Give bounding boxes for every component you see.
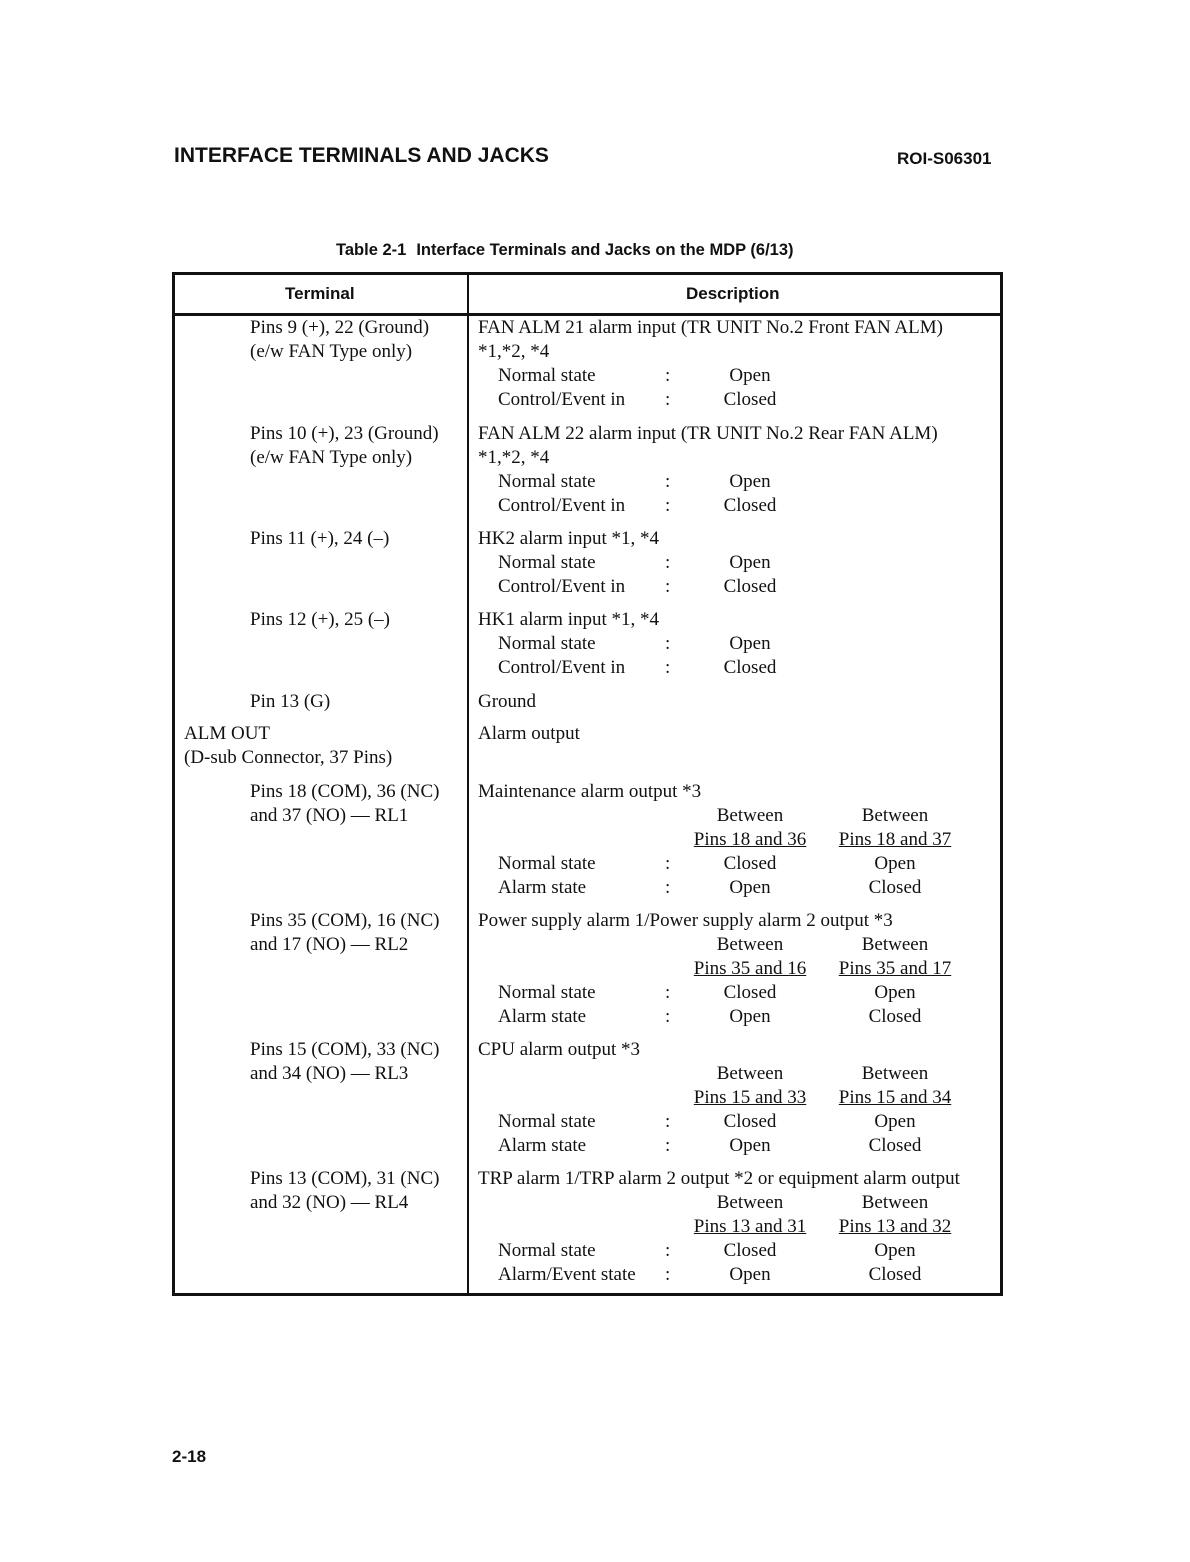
terminal-cell-text: Pins 35 (COM), 16 (NC) [250, 910, 440, 931]
between-label: Between [716, 1063, 784, 1084]
state-value: Closed [723, 657, 777, 678]
terminal-cell-text: Pin 13 (G) [250, 691, 331, 712]
state-label: Control/Event in [498, 389, 626, 410]
state-value: Closed [723, 1111, 777, 1132]
column-header-terminal: Terminal [285, 284, 355, 303]
state-value: Closed [723, 576, 777, 597]
between-label: Between [861, 1192, 929, 1213]
state-colon: : [665, 1264, 671, 1285]
description-text: FAN ALM 22 alarm input (TR UNIT No.2 Rear FAN ALM) [478, 423, 938, 444]
terminal-cell-text: Pins 10 (+), 23 (Ground) [250, 423, 439, 444]
state-label: Normal state [498, 633, 596, 654]
state-label: Normal state [498, 982, 596, 1003]
terminal-cell-text: Pins 13 (COM), 31 (NC) [250, 1168, 440, 1189]
terminal-cell-text: (D-sub Connector, 37 Pins) [184, 747, 393, 768]
pins-pair-label: Pins 18 and 36 [693, 829, 807, 850]
description-text: HK2 alarm input *1, *4 [478, 528, 660, 549]
state-value: Closed [723, 495, 777, 516]
state-value: Open [874, 982, 916, 1003]
state-colon: : [665, 853, 671, 874]
state-label: Normal state [498, 853, 596, 874]
pins-pair-label: Pins 13 and 31 [693, 1216, 807, 1237]
pins-pair-label: Pins 13 and 32 [838, 1216, 952, 1237]
state-value: Closed [868, 1264, 922, 1285]
state-value: Open [729, 365, 771, 386]
description-text: TRP alarm 1/TRP alarm 2 output *2 or equipment alarm output [478, 1168, 960, 1189]
description-text: Power supply alarm 1/Power supply alarm 2 output *3 [478, 910, 893, 931]
state-label: Alarm state [498, 877, 587, 898]
state-label: Normal state [498, 365, 596, 386]
between-label: Between [716, 934, 784, 955]
pins-pair-label: Pins 35 and 16 [693, 958, 807, 979]
document-number: ROI-S06301 [897, 149, 992, 168]
caption-number: Table 2-1 [336, 241, 407, 259]
state-colon: : [665, 365, 671, 386]
terminal-cell-text: Pins 9 (+), 22 (Ground) [250, 317, 430, 338]
state-label: Normal state [498, 1111, 596, 1132]
description-text: *1,*2, *4 [478, 447, 550, 468]
state-colon: : [665, 471, 671, 492]
state-value: Closed [868, 1135, 922, 1156]
state-colon: : [665, 576, 671, 597]
state-label: Alarm/Event state [498, 1264, 636, 1285]
terminal-cell-text: Pins 12 (+), 25 (–) [250, 609, 391, 630]
state-colon: : [665, 1135, 671, 1156]
column-header-description: Description [686, 284, 780, 303]
pins-pair-label: Pins 15 and 33 [693, 1087, 807, 1108]
state-value: Open [874, 853, 916, 874]
terminal-cell-text: and 32 (NO) — RL4 [250, 1192, 409, 1213]
terminal-cell-text: (e/w FAN Type only) [250, 447, 413, 468]
column-divider [467, 275, 469, 1293]
pins-pair-label: Pins 15 and 34 [838, 1087, 952, 1108]
section-title: INTERFACE TERMINALS AND JACKS [174, 144, 549, 167]
description-text: CPU alarm output *3 [478, 1039, 641, 1060]
state-value: Open [729, 633, 771, 654]
terminal-cell-text: (e/w FAN Type only) [250, 341, 413, 362]
state-label: Normal state [498, 552, 596, 573]
state-value: Closed [723, 853, 777, 874]
state-colon: : [665, 552, 671, 573]
terminal-cell-text: Pins 15 (COM), 33 (NC) [250, 1039, 440, 1060]
state-value: Open [729, 1264, 771, 1285]
state-colon: : [665, 389, 671, 410]
terminal-cell-text: and 34 (NO) — RL3 [250, 1063, 409, 1084]
state-label: Normal state [498, 1240, 596, 1261]
state-label: Alarm state [498, 1135, 587, 1156]
state-value: Open [729, 1135, 771, 1156]
state-colon: : [665, 1240, 671, 1261]
state-colon: : [665, 1006, 671, 1027]
state-label: Control/Event in [498, 495, 626, 516]
terminal-cell-text: and 37 (NO) — RL1 [250, 805, 409, 826]
state-label: Control/Event in [498, 657, 626, 678]
state-value: Closed [868, 877, 922, 898]
state-colon: : [665, 657, 671, 678]
state-value: Open [874, 1240, 916, 1261]
between-label: Between [861, 805, 929, 826]
pins-pair-label: Pins 35 and 17 [838, 958, 952, 979]
state-value: Closed [868, 1006, 922, 1027]
between-label: Between [716, 1192, 784, 1213]
terminal-cell-text: Pins 11 (+), 24 (–) [250, 528, 390, 549]
state-colon: : [665, 1111, 671, 1132]
between-label: Between [716, 805, 784, 826]
state-value: Closed [723, 1240, 777, 1261]
description-text: Maintenance alarm output *3 [478, 781, 702, 802]
description-text: Alarm output [478, 723, 580, 744]
state-value: Open [729, 1006, 771, 1027]
terminal-cell-text: ALM OUT [184, 723, 271, 744]
description-text: FAN ALM 21 alarm input (TR UNIT No.2 Front FAN ALM) [478, 317, 943, 338]
description-text: Ground [478, 691, 537, 712]
pins-pair-label: Pins 18 and 37 [838, 829, 952, 850]
between-label: Between [861, 1063, 929, 1084]
state-colon: : [665, 633, 671, 654]
state-value: Closed [723, 982, 777, 1003]
between-label: Between [861, 934, 929, 955]
description-text: HK1 alarm input *1, *4 [478, 609, 660, 630]
state-value: Closed [723, 389, 777, 410]
state-colon: : [665, 982, 671, 1003]
page-number: 2-18 [172, 1447, 207, 1466]
state-value: Open [729, 877, 771, 898]
caption-title: Interface Terminals and Jacks on the MDP (6/13) [416, 241, 794, 259]
state-value: Open [729, 471, 771, 492]
state-value: Open [874, 1111, 916, 1132]
table-caption [336, 241, 794, 260]
state-label: Alarm state [498, 1006, 587, 1027]
state-label: Control/Event in [498, 576, 626, 597]
state-value: Open [729, 552, 771, 573]
terminal-cell-text: and 17 (NO) — RL2 [250, 934, 409, 955]
state-label: Normal state [498, 471, 596, 492]
state-colon: : [665, 877, 671, 898]
terminal-cell-text: Pins 18 (COM), 36 (NC) [250, 781, 440, 802]
state-colon: : [665, 495, 671, 516]
description-text: *1,*2, *4 [478, 341, 550, 362]
